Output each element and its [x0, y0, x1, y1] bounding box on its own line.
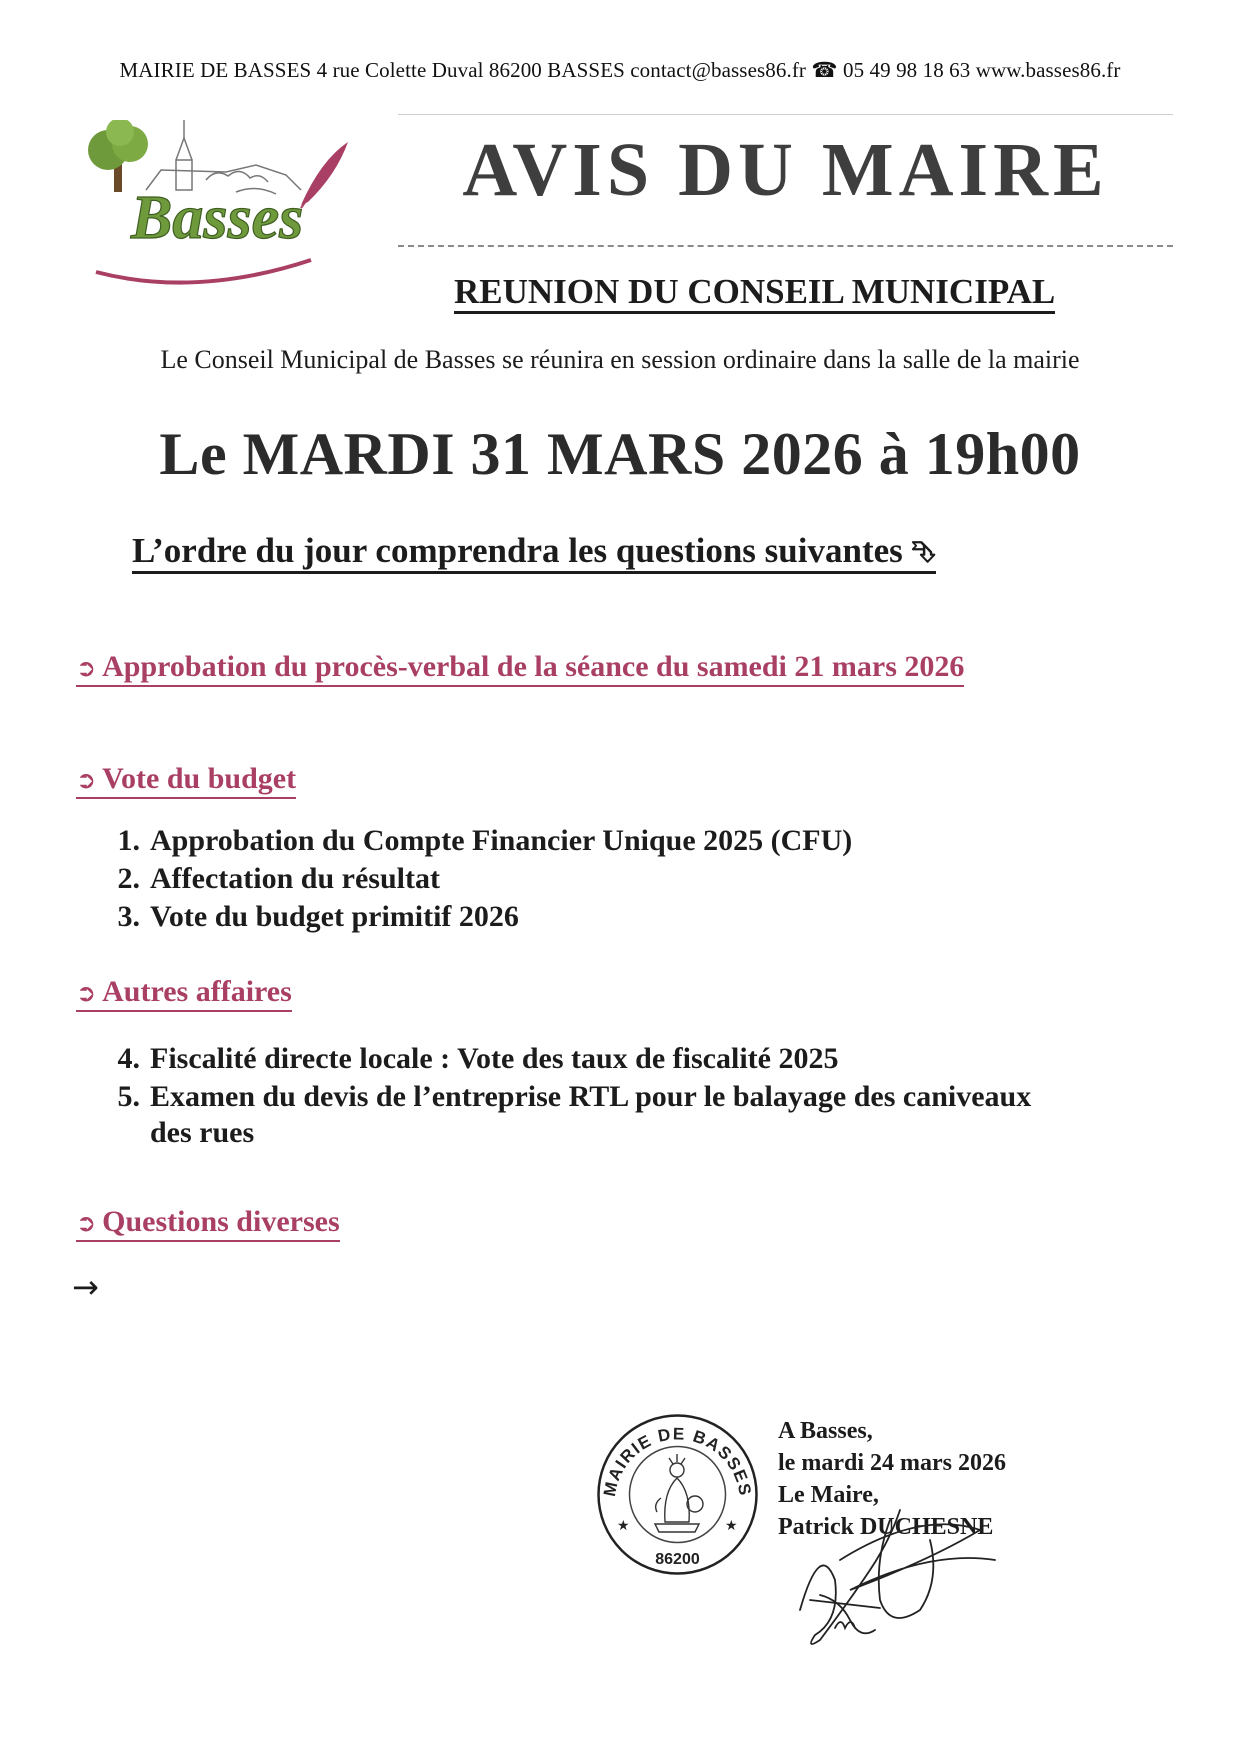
agenda-item	[102, 1040, 838, 1077]
signature-role: Le Maire,	[778, 1482, 879, 1508]
handwritten-signature	[780, 1500, 1020, 1660]
page-title: AVIS DU MAIRE	[462, 128, 1109, 212]
church-icon	[146, 120, 301, 194]
agenda-item-continuation: des rues	[150, 1116, 255, 1149]
arrow-right-icon: ➲	[76, 766, 97, 794]
trailing-arrow-icon: →	[72, 1268, 99, 1306]
item-text: Fiscalité directe locale : Vote des taux de fiscalité 2025	[150, 1042, 839, 1075]
agenda-item	[102, 822, 852, 859]
item-number: 1.	[117, 824, 140, 857]
agenda-heading	[132, 532, 936, 574]
section-title: Vote du budget	[102, 762, 297, 795]
star-icon: ★	[617, 1518, 630, 1534]
quill-icon	[301, 142, 348, 205]
section-autres-affaires	[76, 975, 292, 1012]
marianne-emblem-icon	[655, 1454, 703, 1532]
agenda-item	[102, 1078, 1031, 1115]
item-text: Approbation du Compte Financier Unique 2025 (CFU)	[150, 824, 853, 857]
item-number: 3.	[117, 900, 140, 933]
star-icon: ★	[725, 1518, 738, 1534]
item-text: Affectation du résultat	[150, 862, 440, 895]
item-number: 4.	[117, 1042, 140, 1075]
signature-name: Patrick DUCHESNE	[778, 1514, 994, 1540]
stamp-top-text: MAIRIE DE BASSES	[599, 1424, 755, 1499]
title-rule-bottom	[398, 245, 1173, 247]
item-text: Examen du devis de l’entreprise RTL pour le balayage des caniveaux	[150, 1080, 1032, 1113]
signature-place: A Basses,	[778, 1418, 873, 1444]
section-title: Approbation du procès-verbal de la séance du samedi 21 mars 2026	[102, 650, 965, 683]
item-number: 5.	[117, 1080, 140, 1113]
item-text: Vote du budget primitif 2026	[150, 900, 519, 933]
tree-icon	[88, 120, 148, 192]
arrow-right-icon: ➲	[76, 1209, 97, 1237]
logo-swoosh	[96, 260, 311, 283]
signature-date: le mardi 24 mars 2026	[778, 1450, 1006, 1476]
section-questions-diverses	[76, 1205, 340, 1242]
item-number: 2.	[117, 862, 140, 895]
agenda-heading-text: L’ordre du jour comprendra les questions suivantes	[132, 531, 903, 570]
arrow-down-icon: ⮷	[911, 535, 936, 570]
stamp-bottom-text: 86200	[655, 1551, 700, 1568]
village-logo	[86, 120, 386, 310]
intro-text: Le Conseil Municipal de Basses se réunira en session ordinaire dans la salle de la mairie	[160, 345, 1080, 374]
logo-text: Basses	[131, 184, 304, 252]
arrow-right-icon: ➲	[76, 979, 97, 1007]
title-rule-top	[398, 114, 1173, 115]
section-vote-budget	[76, 762, 296, 799]
meeting-date: Le MARDI 31 MARS 2026 à 19h00	[159, 421, 1081, 487]
official-stamp	[595, 1412, 760, 1577]
arrow-right-icon: ➲	[76, 654, 97, 682]
section-title: Questions diverses	[102, 1205, 340, 1238]
section-approbation	[76, 650, 964, 687]
header-contact-line: MAIRIE DE BASSES 4 rue Colette Duval 86200 BASSES contact@basses86.fr ☎ 05 49 98 18 63 www.basses86.fr	[119, 58, 1121, 82]
agenda-item	[102, 898, 519, 935]
meeting-subtitle: REUNION DU CONSEIL MUNICIPAL	[454, 274, 1055, 314]
agenda-item	[102, 860, 440, 897]
section-title: Autres affaires	[102, 975, 292, 1008]
